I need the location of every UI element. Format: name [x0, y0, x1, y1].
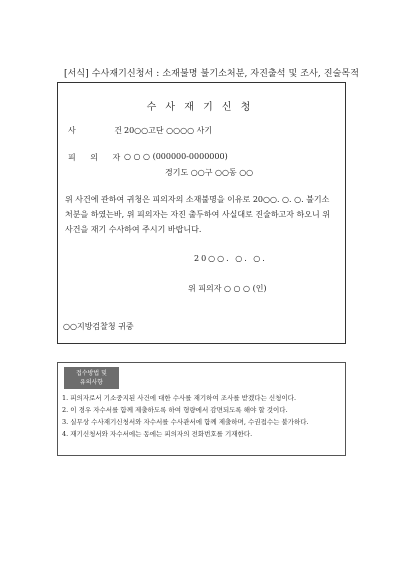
notice-list [62, 392, 309, 440]
suspect-address: 경기도 ○○구 ○○동 ○○ [165, 168, 254, 177]
request-date: 20○○. ○. ○. [194, 254, 267, 263]
form-header: [서식] 수사재기신청서 : 소재불명 불기소처분, 자진출석 및 조사, 진술목적 [64, 69, 359, 79]
notice-tag-line2: 유의사항 [79, 379, 104, 386]
notice-item: 1. 피의자로서 기소중지된 사건에 대한 수사를 재기하여 조사를 받겠다는 신청이다. [62, 394, 297, 402]
notice-item: 4. 재기신청서와 자수서에는 동에는 피의자의 전화번호를 기재한다. [62, 430, 253, 438]
notice-item: 3. 실무상 수사재기신청서와 자수서를 수사관서에 함께 제출하며, 수권접수는 불가하다. [62, 418, 309, 426]
form-title: 수 사 재 기 신 청 [146, 102, 254, 113]
notice-tag-line1: 접수방법 및 [76, 370, 107, 377]
notice-item: 2. 이 경우 자수서를 함께 제출하도록 하여 형량에서 감면되도록 해야 할 것이다. [62, 406, 288, 414]
addressee: ○○지방검찰청 귀중 [63, 322, 134, 331]
suspect-value: ○ ○ ○ (000000-0000000) [124, 152, 228, 161]
request-body: 위 사건에 관하여 귀청은 피의자의 소재불명을 이유로 20○○. ○. ○. 불기소처분을 하였는바, 위 피의자는 자진 출두하여 사실대로 진술하고자 하오니 위 사건을 재기 수사하여 주시기 바랍니다. [65, 195, 330, 234]
case-label: 사 건 [68, 126, 140, 135]
suspect-label: 피 의 자 [68, 153, 127, 162]
signature-line: 위 피의자 ○ ○ ○ (인) [188, 284, 267, 293]
notice-tag [64, 367, 119, 389]
case-value: 20○○고단 ○○○○ 사기 [124, 126, 213, 135]
